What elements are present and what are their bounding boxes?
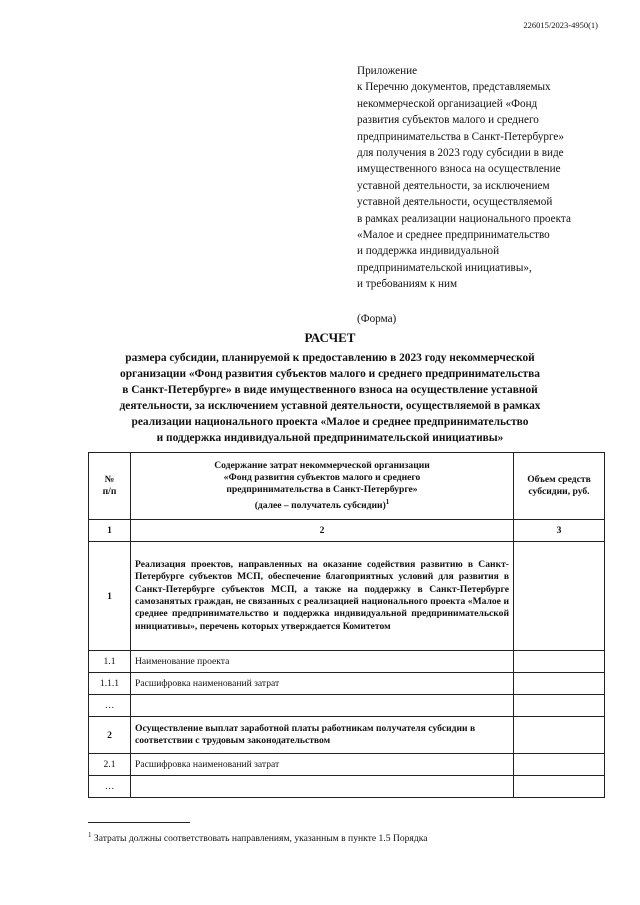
title-line: и поддержка индивидуальной предпринимательской инициативы» [156, 432, 504, 444]
appendix-line: и требованиям к ним [357, 278, 458, 291]
appendix-line: и поддержка индивидуальной [357, 245, 500, 258]
appendix-line: в рамках реализации национального проекта [357, 212, 571, 225]
table-row [89, 651, 605, 673]
row-content: Реализация проектов, направленных на оказание содействия развитию в Санкт-Петербурге субъектов МСП, обеспечение благоприятных условий для развития в Санкт-Петербурге субъектов МСП, а также на поддержку в Санкт-Петербурге самозанятых граждан, не связанных с реализацией национального проекта «Малое и среднее предпринимательство и поддержка индивидуальной предпринимательской инициативы», перечень которых утверждается Комитетом [131, 542, 514, 651]
form-label: (Форма) [357, 312, 397, 325]
table-row [89, 695, 605, 717]
title-line: организации «Фонд развития субъектов малого и среднего предпринимательства [120, 368, 540, 380]
row-number: … [89, 695, 131, 717]
appendix-line: некоммерческой организацией «Фонд [357, 97, 538, 110]
appendix-line: предпринимательства в Санкт-Петербурге» [357, 130, 564, 143]
column-number: 3 [514, 520, 605, 542]
header-content-line: «Фонд развития субъектов малого и среднего [223, 471, 421, 483]
title-line: размера субсидии, планируемой к предоставлению в 2023 году некоммерческой [125, 352, 535, 364]
footnote-text: Затраты должны соответствовать направлениям, указанным в пункте 1.5 Порядка [93, 833, 428, 845]
calculation-table [88, 452, 605, 798]
header-content [131, 453, 514, 520]
header-number [89, 453, 131, 520]
appendix-line: уставной деятельности, за исключением [357, 179, 550, 192]
footnote [88, 831, 428, 844]
column-numbering-row [89, 520, 605, 542]
footnote-divider [88, 822, 190, 823]
row-content: Расшифровка наименований затрат [131, 754, 514, 776]
appendix-line: имущественного взноса на осуществление [357, 163, 561, 176]
footnote-marker: 1 [88, 831, 92, 839]
table-header-row [89, 453, 605, 520]
header-number-line: п/п [102, 486, 117, 497]
appendix-line: предпринимательской инициативы», [357, 261, 532, 274]
row-number: 1.1 [89, 651, 131, 673]
column-number: 1 [89, 520, 131, 542]
table-row [89, 542, 605, 651]
row-content [131, 776, 514, 798]
row-number: 2 [89, 717, 131, 754]
document-number: 226015/2023-4950(1) [523, 20, 598, 30]
title-line: реализации национального проекта «Малое и среднее предпринимательство [131, 416, 529, 428]
header-content-line [135, 496, 509, 512]
header-content-line: предпринимательства в Санкт-Петербурге» [226, 483, 418, 495]
row-amount [514, 673, 605, 695]
row-amount [514, 542, 605, 651]
title-line: деятельности, за исключением уставной деятельности, осуществляемой в рамках [119, 400, 541, 412]
row-amount [514, 695, 605, 717]
row-amount [514, 776, 605, 798]
document-title [80, 330, 580, 446]
appendix-line: для получения в 2023 году субсидии в виде [357, 147, 564, 160]
row-content [131, 695, 514, 717]
appendix-line: «Малое и среднее предпринимательство [357, 229, 550, 242]
row-number: … [89, 776, 131, 798]
table-row [89, 673, 605, 695]
appendix-line: к Перечню документов, представляемых [357, 81, 551, 94]
appendix-line: уставной деятельности, осуществляемой [357, 196, 553, 209]
row-number: 2.1 [89, 754, 131, 776]
table-row [89, 776, 605, 798]
header-amount [514, 453, 605, 520]
column-number: 2 [131, 520, 514, 542]
header-amount-line: Объем средств [527, 474, 591, 485]
header-amount-line: субсидии, руб. [528, 486, 590, 497]
header-content-text: (далее – получатель субсидии) [254, 500, 386, 512]
row-amount [514, 717, 605, 754]
appendix-line: Приложение [357, 65, 418, 77]
row-number: 1 [89, 542, 131, 651]
footnote-ref: 1 [385, 497, 390, 506]
header-content-line: Содержание затрат некоммерческой организации [214, 459, 430, 471]
table-row [89, 754, 605, 776]
appendix-line: развития субъектов малого и среднего [357, 114, 539, 127]
title-heading: РАСЧЕТ [304, 330, 356, 345]
row-amount [514, 754, 605, 776]
appendix-block [357, 63, 627, 327]
row-content: Осуществление выплат заработной платы работникам получателя субсидии в соответствии с трудовым законодательством [131, 717, 514, 754]
table-row [89, 717, 605, 754]
row-number: 1.1.1 [89, 673, 131, 695]
title-line: в Санкт-Петербурге» в виде имущественного взноса на осуществление уставной [122, 384, 538, 396]
row-content: Расшифровка наименований затрат [131, 673, 514, 695]
row-content: Наименование проекта [131, 651, 514, 673]
row-amount [514, 651, 605, 673]
header-number-line: № [104, 474, 115, 485]
